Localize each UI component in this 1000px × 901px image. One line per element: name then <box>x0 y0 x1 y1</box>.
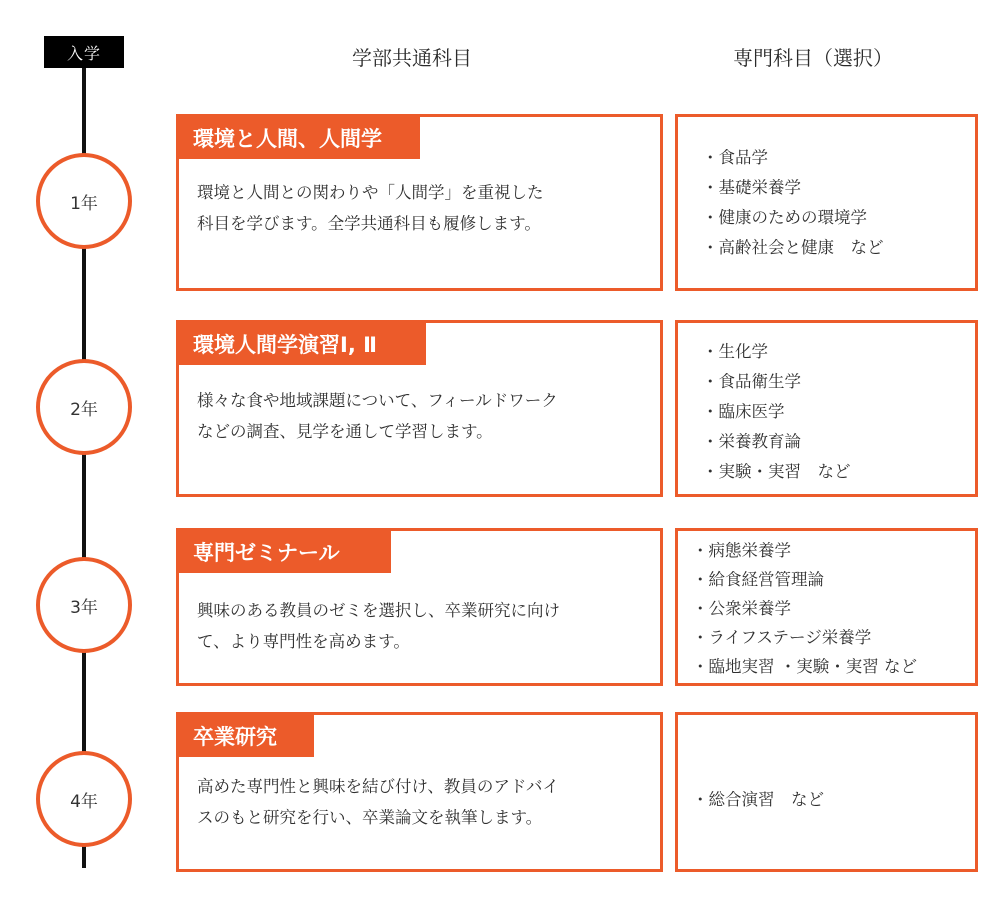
year-3-circle: 3年 <box>36 557 132 653</box>
elective-item: ・栄養教育論 <box>702 432 801 451</box>
year-1-circle: 1年 <box>36 153 132 249</box>
elective-item: ・総合演習 など <box>692 790 824 809</box>
desc-line: 様々な食や地域課題について、フィールドワーク <box>197 391 558 410</box>
elective-item: ・公衆栄養学 <box>692 599 791 618</box>
year-1-elective-list <box>702 143 884 263</box>
desc-line: などの調査、見学を通して学習します。 <box>197 422 493 441</box>
year-2-elective-list <box>702 337 851 487</box>
year-2-common-title: 環境人間学演習Ⅰ, Ⅱ <box>179 323 426 365</box>
year-4-common-desc <box>197 771 646 833</box>
desc-line: て、より専門性を高めます。 <box>197 632 410 651</box>
elective-item: ・ライフステージ栄養学 <box>692 628 872 647</box>
entry-label: 入学 <box>44 36 124 68</box>
desc-line: 興味のある教員のゼミを選択し、卒業研究に向け <box>197 601 560 620</box>
year-3-common-box <box>176 528 663 686</box>
year-4-circle: 4年 <box>36 751 132 847</box>
elective-subjects-header: 専門科目（選択） <box>733 46 893 70</box>
year-3-elective-box <box>675 528 978 686</box>
year-4-common-box <box>176 712 663 872</box>
elective-item: ・臨床医学 <box>702 402 785 421</box>
desc-line: 高めた専門性と興味を結び付け、教員のアドバイ <box>197 777 560 796</box>
year-2-common-desc <box>197 385 646 447</box>
elective-item: ・生化学 <box>702 342 768 361</box>
year-3-elective-list <box>692 536 917 681</box>
year-2-elective-box <box>675 320 978 497</box>
elective-item: ・病態栄養学 <box>692 541 791 560</box>
year-1-elective-box <box>675 114 978 291</box>
year-4-elective-list <box>692 785 824 815</box>
elective-item: ・高齢社会と健康 など <box>702 238 884 257</box>
year-3-common-desc <box>197 595 646 657</box>
elective-item: ・食品衛生学 <box>702 372 801 391</box>
year-4-elective-box <box>675 712 978 872</box>
year-1-common-desc <box>197 177 646 239</box>
elective-item: ・臨地実習 ・実験・実習 など <box>692 657 917 676</box>
elective-item: ・基礎栄養学 <box>702 178 801 197</box>
elective-item: ・健康のための環境学 <box>702 208 867 227</box>
elective-item: ・実験・実習 など <box>702 462 851 481</box>
year-4-common-title: 卒業研究 <box>179 715 314 757</box>
desc-line: 科目を学びます。全学共通科目も履修します。 <box>197 214 541 233</box>
year-2-circle: 2年 <box>36 359 132 455</box>
year-1-common-box <box>176 114 663 291</box>
year-3-common-title: 専門ゼミナール <box>179 531 391 573</box>
common-subjects-header: 学部共通科目 <box>352 46 472 70</box>
elective-item: ・給食経営管理論 <box>692 570 824 589</box>
desc-line: 環境と人間との関わりや「人間学」を重視した <box>197 183 544 202</box>
desc-line: スのもと研究を行い、卒業論文を執筆します。 <box>197 808 543 827</box>
year-1-common-title: 環境と人間、人間学 <box>179 117 420 159</box>
year-2-common-box <box>176 320 663 497</box>
elective-item: ・食品学 <box>702 148 768 167</box>
